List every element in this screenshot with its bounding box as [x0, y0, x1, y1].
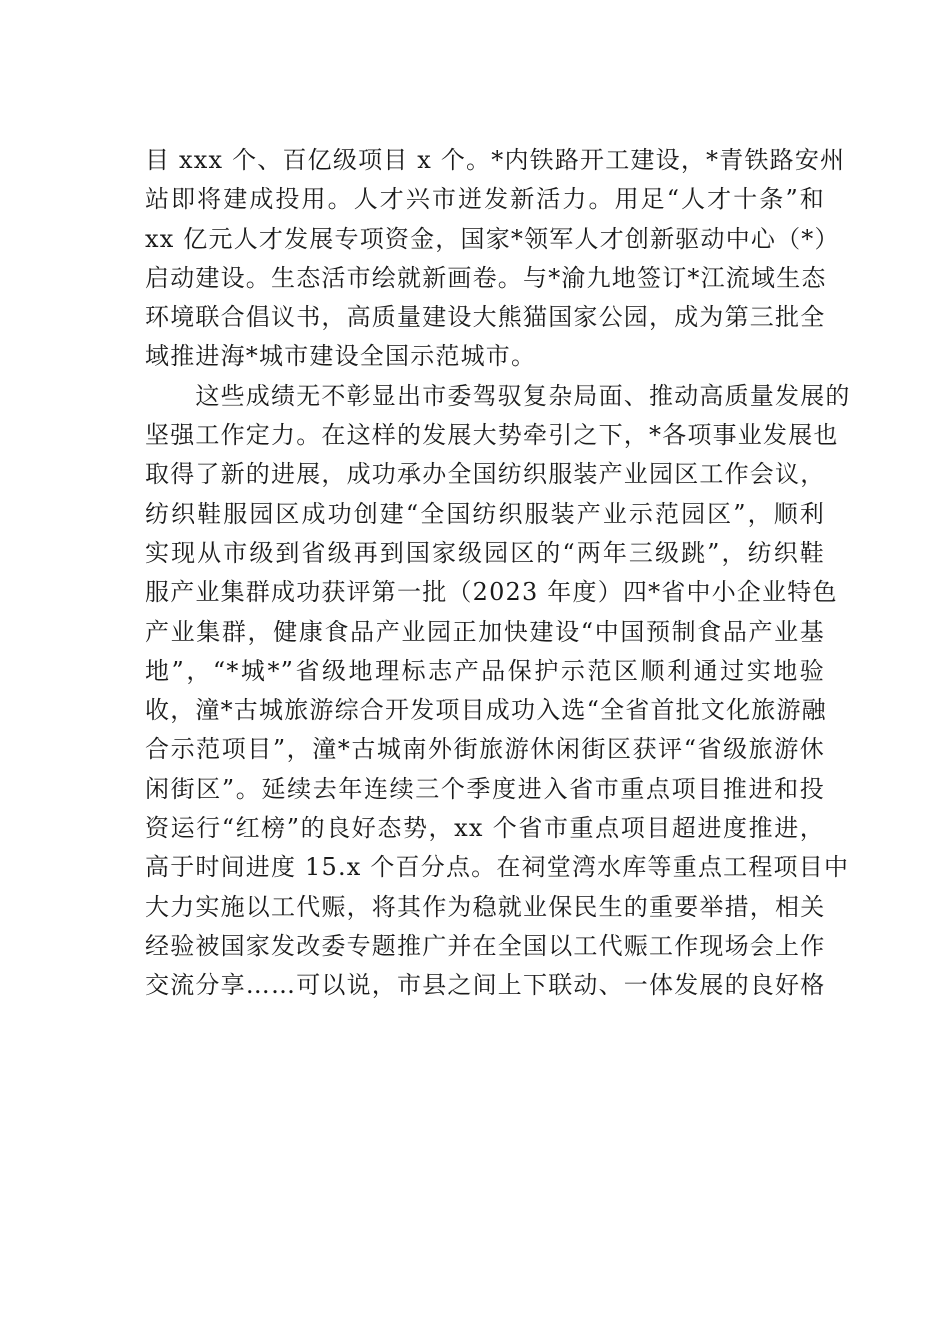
text-line: xx 亿元人才发展专项资金，国家*领军人才创新驱动中心（*）: [145, 224, 840, 253]
text-line: 目 xxx 个、百亿级项目 x 个。*内铁路开工建设，*青铁路安州: [145, 146, 846, 174]
body-text: [145, 141, 851, 1006]
text-line: 合示范项目”，潼*古城南外街旅游休闲街区获评“省级旅游休: [145, 735, 825, 764]
text-line-first: 这些成绩无不彰显出市委驾驭复杂局面、推动高质量发展的: [145, 381, 851, 410]
text-line: 实现从市级到省级再到国家级园区的“两年三级跳”，纺织鞋: [145, 538, 825, 567]
text-line: 收，潼*古城旅游综合开发项目成功入选“全省首批文化旅游融: [145, 696, 827, 725]
text-line: 坚强工作定力。在这样的发展大势牵引之下，*各项事业发展也: [145, 421, 839, 450]
text-line: 服产业集群成功获评第一批（2023 年度）四*省中小企业特色: [145, 578, 838, 607]
text-line: 启动建设。生态活市绘就新画卷。与*渝九地签订*江流域生态: [145, 263, 827, 292]
text-line: 大力实施以工代赈，将其作为稳就业保民生的重要举措，相关: [145, 892, 826, 921]
text-line: 交流分享……可以说，市县之间上下联动、一体发展的良好格: [145, 971, 826, 1000]
paragraph-2: [145, 377, 851, 1006]
text-line: 纺织鞋服园区成功创建“全国纺织服装产业示范园区”，顺利: [145, 499, 825, 528]
text-line: 经验被国家发改委专题推广并在全国以工代赈工作现场会上作: [145, 931, 826, 960]
text-line: 资运行“红榜”的良好态势，xx 个省市重点项目超进度推进，: [145, 814, 825, 843]
text-line: 产业集群，健康食品产业园正加快建设“中国预制食品产业基: [145, 617, 825, 646]
paragraph-1: [145, 141, 846, 377]
text-line: 站即将建成投用。人才兴市迸发新活力。用足“人才十条”和: [145, 185, 825, 214]
text-line-last: 域推进海*城市建设全国示范城市。: [145, 342, 537, 371]
text-line: 闲街区”。延续去年连续三个季度进入省市重点项目推进和投: [145, 774, 825, 803]
text-line: 环境联合倡议书，高质量建设大熊猫国家公园，成为第三批全: [145, 303, 826, 332]
text-line: 取得了新的进展，成功承办全国纺织服装产业园区工作会议，: [145, 460, 826, 489]
text-line: 地”，“*城*”省级地理标志产品保护示范区顺利通过实地验: [145, 656, 825, 685]
text-line: 高于时间进度 15.x 个百分点。在祠堂湾水库等重点工程项目中: [145, 853, 850, 882]
